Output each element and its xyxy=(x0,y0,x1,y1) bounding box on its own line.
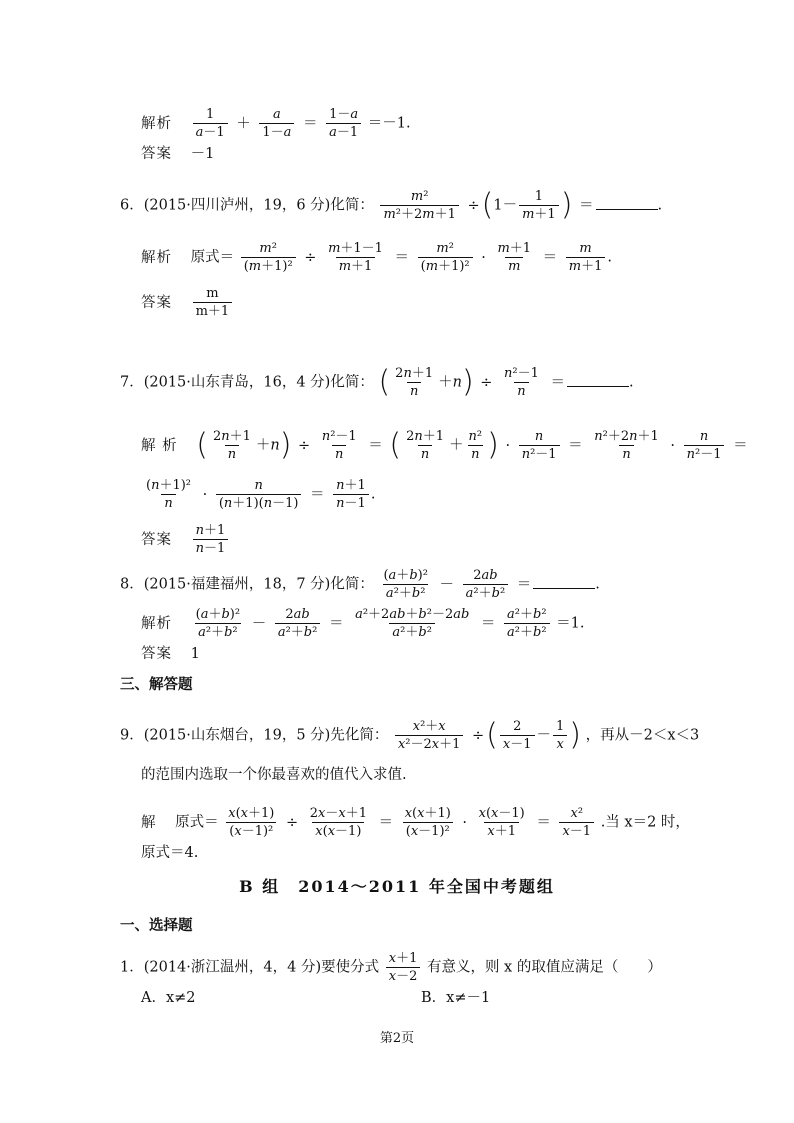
jiexi-label: 解析 xyxy=(141,615,172,632)
fraction: $\frac{\text{(n＋1)²}}{n}$ xyxy=(146,478,192,511)
q7-solution-cont: $\frac{\text{(n＋1)²}}{n}$ · $\frac{n}{(n+1)(n-1)}$ ＝ $\frac{n+1}{n-1}$ . xyxy=(141,477,375,512)
fraction: $\frac{\text{m²}}{\text{(m＋1)²}}$ xyxy=(241,240,296,275)
q8-answer-value: 1 xyxy=(190,646,200,662)
jie-label: 解 xyxy=(141,814,157,831)
fraction: $\frac{2}{x-1}$ xyxy=(500,718,535,753)
fraction: $\frac{m}{m+1}$ xyxy=(566,240,606,275)
daan-label: 答案 xyxy=(141,646,172,662)
qb1-stem-suffix: 有意义，则 x 的取值应满足（ ） xyxy=(426,959,662,976)
q9-stem-prefix: 9．(2015·山东烟台，19，5 分)先化简： xyxy=(120,727,389,744)
fraction: $\frac{2n+1}{n}$ xyxy=(212,429,251,462)
p5-solution-tail: ＝－1. xyxy=(367,115,411,132)
fraction: $\frac{\text{n²－1}}{n}$ xyxy=(321,429,357,462)
qb1-stem-prefix: 1．(2014·浙江温州，4，4 分)要使分式 xyxy=(120,959,380,976)
fraction: $\frac{n+1}{n-1}$ xyxy=(333,477,369,512)
fraction: $\frac{x+1}{x-2}$ xyxy=(386,950,421,985)
fraction: $\frac{n}{\text{n²－1}}$ xyxy=(684,428,725,463)
qb1-option-a: A．x≠2 xyxy=(141,990,196,1006)
p5-answer xyxy=(141,144,214,164)
q9-solution: 解 原式＝ $\frac{x(x+1)}{\text{(x－1)²}}$ ÷ $\frac{2x-x+1}{x(x-1)}$ ＝ $\frac{x(x+1)}{\text{(x－1)²}}$ · $\frac{x(x-1)}{x+1}$ ＝ $\frac{\text{x²}}{x-1}$ .当 x＝2 时， xyxy=(141,806,690,839)
fraction: $\frac{\text{x²}}{x-1}$ xyxy=(559,805,594,840)
fraction: $\frac{1}{a-1}$ xyxy=(193,106,228,141)
answer-blank xyxy=(567,372,629,387)
fraction: $\frac{\text{m²}}{\text{(m＋1)²}}$ xyxy=(418,240,473,275)
fraction: $\frac{2ab}{\text{a²＋b²}}$ xyxy=(463,567,509,602)
q7-stem: 7．(2015·山东青岛，16，4 分)化简： ( $\frac{2n+1}{n}$ ＋n) ÷ $\frac{\text{n²－1}}{n}$ ＝ . xyxy=(120,364,634,400)
q6-stem-prefix: 6．(2015·四川泸州，19，6 分)化简： xyxy=(120,197,374,214)
q8-answer xyxy=(141,644,200,664)
fraction: $\frac{2n+1}{n}$ xyxy=(406,429,445,462)
fraction: $\frac{\text{n²－1}}{n}$ xyxy=(504,366,539,399)
fraction: $\frac{x(x+1)}{\text{(x－1)²}}$ xyxy=(228,806,275,839)
fraction: $\frac{m+1-1}{m+1}$ xyxy=(328,241,383,274)
fraction: $\frac{x(x-1)}{x+1}$ xyxy=(478,806,525,839)
q7-solution: 解 析 ( $\frac{2n+1}{n}$ ＋n) ÷ $\frac{\text{n²－1}}{n}$ ＝ ( $\frac{2n+1}{n}$ ＋ $\frac{\text{n²}}{n}$ ) · $\frac{n}{\text{n²－1}}$ ＝ $\frac{\text{n²＋2n＋1}}{n}$ · $\frac{n}{\text{n²－1}}$ ＝ xyxy=(141,427,748,463)
answer-blank xyxy=(533,574,595,589)
q8-stem-prefix: 8．(2015·福建福州，18，7 分)化简： xyxy=(120,576,374,593)
daan-label: 答案 xyxy=(141,531,172,548)
p5-answer-value: －1 xyxy=(190,146,215,162)
q8-solution-tail: ＝1. xyxy=(556,615,585,632)
fraction: $\frac{\text{x²＋x}}{\text{x²－2x＋1}}$ xyxy=(395,718,463,753)
fraction: $\frac{2x-x+1}{x(x-1)}$ xyxy=(309,806,367,839)
fraction: $\frac{m}{m+1}$ xyxy=(193,285,233,320)
fraction: $\frac{n+1}{n-1}$ xyxy=(193,522,229,557)
fraction: $\frac{2n+1}{n}$ xyxy=(395,366,434,399)
fraction: $\frac{n}{\text{n²－1}}$ xyxy=(519,428,560,463)
qb1-stem xyxy=(120,950,662,985)
fraction: $\frac{\text{a²＋b²}}{\text{a²＋b²}}$ xyxy=(504,606,550,641)
daan-label: 答案 xyxy=(141,294,172,311)
q9-stem: 9．(2015·山东烟台，19，5 分)先化简： $\frac{\text{x²＋x}}{\text{x²－2x＋1}}$ ÷( $\frac{2}{x-1}$ － $\frac{1}{x}$ ) ，再从－2＜x＜3 xyxy=(120,717,700,753)
section-heading: 三、解答题 xyxy=(120,677,193,693)
q6-stem: 6．(2015·四川泸州，19，6 分)化简： $\frac{\text{m²}}{\text{m²＋2m＋1}}$ ÷(1－ $\frac{1}{m+1}$ ) ＝ . xyxy=(120,187,663,223)
fraction: $\frac{x(x+1)}{\text{(x－1)²}}$ xyxy=(404,806,451,839)
q8-solution: 解析 $\frac{\text{(a＋b)²}}{\text{a²＋b²}}$ － $\frac{2ab}{\text{a²＋b²}}$ ＝ $\frac{\text{a²＋2ab＋b²－2ab}}{\text{a²＋b²}}$ ＝ $\frac{\text{a²＋b²}}{\text{a²＋b²}}$ ＝1. xyxy=(141,607,585,640)
fraction: $\frac{\text{m²}}{\text{m²＋2m＋1}}$ xyxy=(380,188,458,223)
q6-solution-prefix: 原式＝ xyxy=(190,249,235,266)
fraction: $\frac{\text{(a＋b)²}}{\text{a²＋b²}}$ xyxy=(195,607,241,640)
fraction: $\frac{\text{a²＋2ab＋b²－2ab}}{\text{a²＋b²}}$ xyxy=(355,607,470,640)
p5-solution: 解析 $\frac{1}{a-1}$ ＋ $\frac{a}{1-a}$ ＝ $\frac{1-a}{a-1}$ ＝－1. xyxy=(141,107,411,140)
group-b-title: B 组 2014～2011 年全国中考题组 xyxy=(239,877,555,896)
q9-solution-line2: 原式＝4. xyxy=(141,845,199,861)
fraction: $\frac{a}{1-a}$ xyxy=(259,106,294,141)
q6-answer xyxy=(141,285,234,320)
daan-label: 答案 xyxy=(141,146,172,162)
fraction: $\frac{m+1}{m}$ xyxy=(497,241,532,274)
fraction: $\frac{1-a}{a-1}$ xyxy=(326,106,361,141)
answer-blank xyxy=(596,195,658,210)
fraction: $\frac{2ab}{\text{a²＋b²}}$ xyxy=(275,606,321,641)
q9-solution-prefix: 原式＝ xyxy=(175,814,219,831)
q7-answer xyxy=(141,522,230,557)
section-heading: 一、选择题 xyxy=(120,918,193,934)
q6-solution: 解析 原式＝ $\frac{\text{m²}}{\text{(m＋1)²}}$ ÷ $\frac{m+1-1}{m+1}$ ＝ $\frac{\text{m²}}{\text{(m＋1)²}}$ · $\frac{m+1}{m}$ ＝ $\frac{m}{m+1}$ . xyxy=(141,241,612,274)
fraction: $\frac{\text{n²}}{n}$ xyxy=(468,429,483,462)
fraction: $\frac{n}{(n+1)(n-1)}$ xyxy=(216,477,302,512)
fraction: $\frac{\text{(a＋b)²}}{\text{a²＋b²}}$ xyxy=(383,568,428,601)
fraction: $\frac{1}{m+1}$ xyxy=(519,188,559,223)
qb1-option-b: B．x≠－1 xyxy=(421,990,491,1006)
fraction: $\frac{\text{n²＋2n＋1}}{n}$ xyxy=(594,429,659,462)
q9-solution-suffix: .当 x＝2 时， xyxy=(600,814,690,831)
jiexi-label: 解 析 xyxy=(141,437,178,454)
page-number: 第2页 xyxy=(379,1031,415,1046)
jiexi-label: 解析 xyxy=(141,115,172,132)
q8-stem: 8．(2015·福建福州，18，7 分)化简： $\frac{\text{(a＋b)²}}{\text{a²＋b²}}$ － $\frac{2ab}{\text{a²＋b²}}$ ＝ . xyxy=(120,568,600,601)
q9-stem-suffix: ，再从－2＜x＜3 xyxy=(585,727,700,744)
fraction: $\frac{1}{x}$ xyxy=(553,718,567,753)
jiexi-label: 解析 xyxy=(141,249,172,266)
q9-stem-line2: 的范围内选取一个你最喜欢的值代入求值. xyxy=(141,767,407,783)
q7-stem-prefix: 7．(2015·山东青岛，16，4 分)化简： xyxy=(120,374,374,391)
